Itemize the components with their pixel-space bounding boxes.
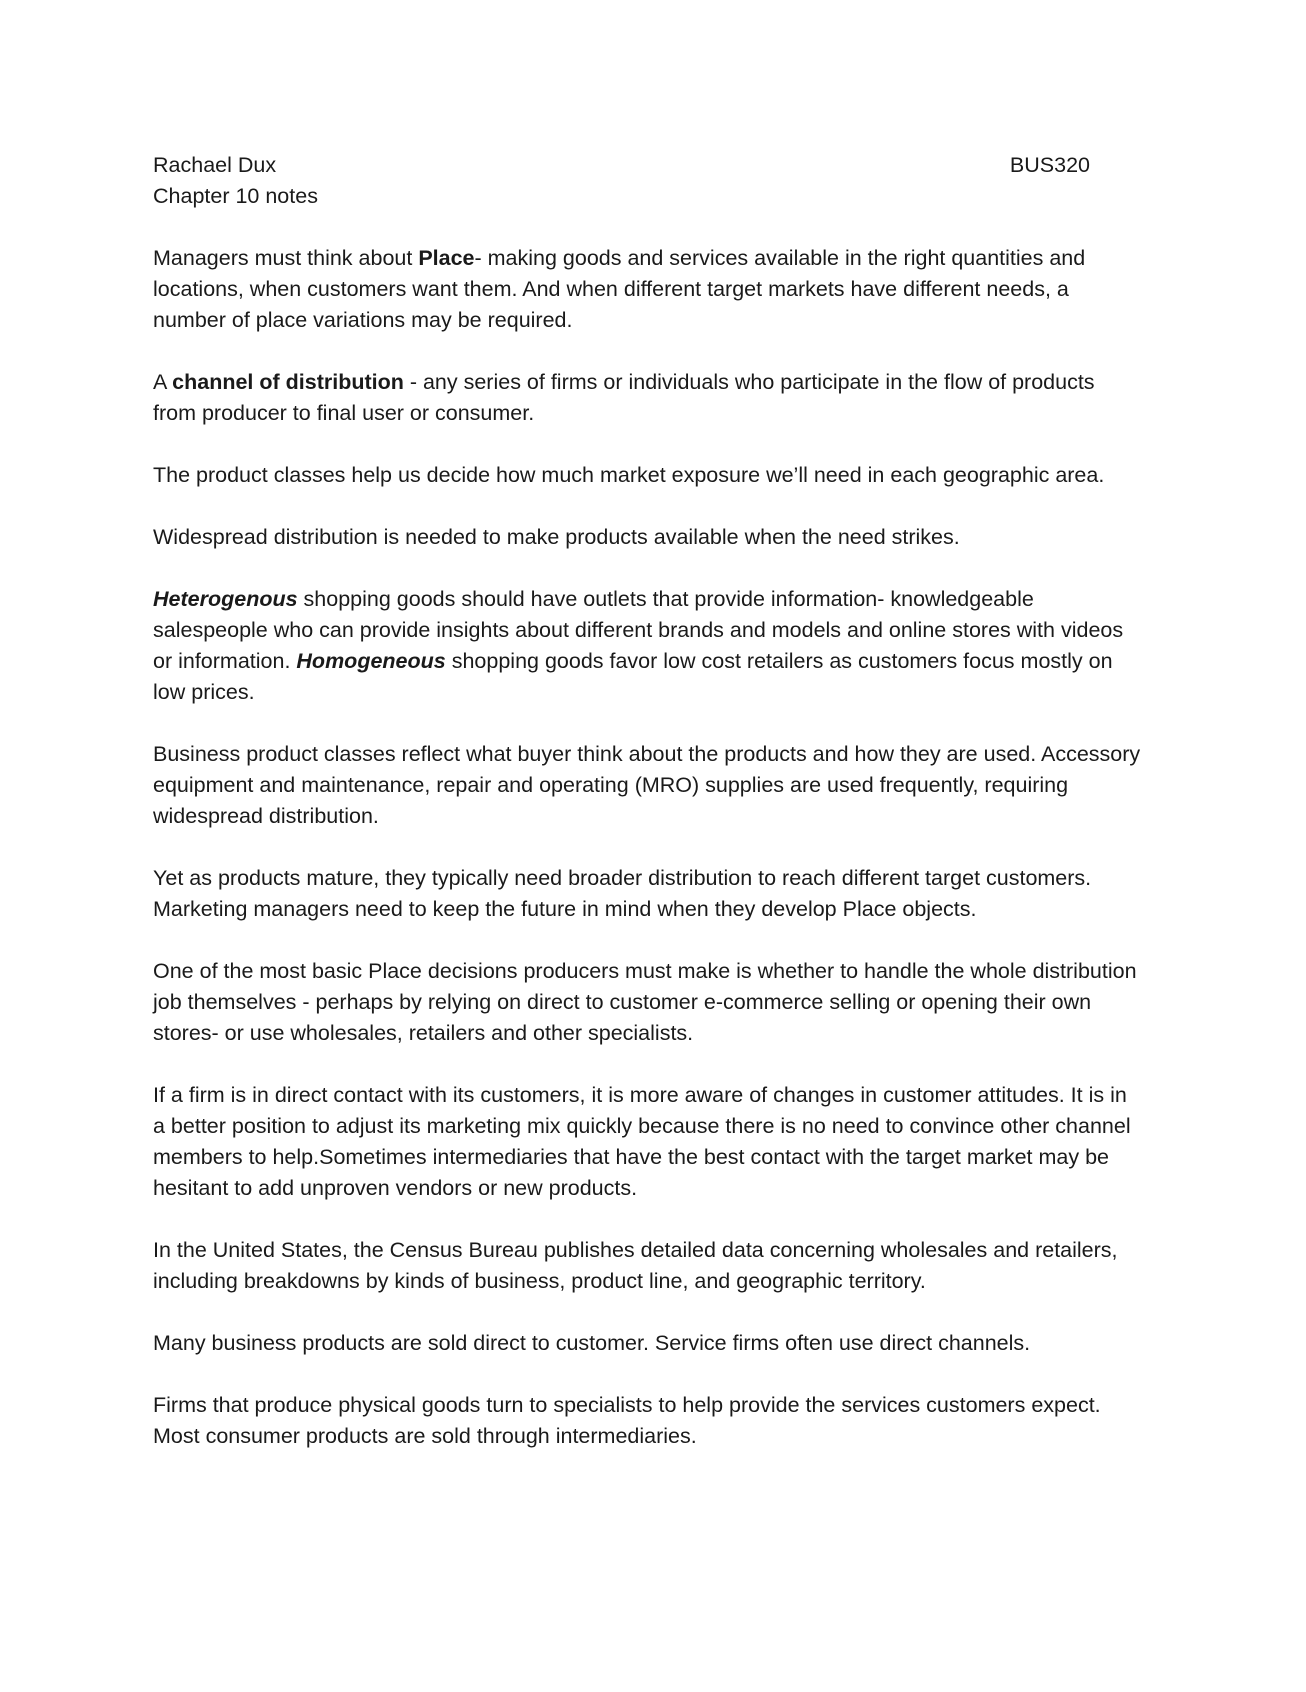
term-place: Place (418, 246, 475, 270)
term-heterogenous: Heterogenous (153, 587, 298, 611)
paragraph-place (153, 243, 1143, 336)
paragraph-census-bureau: In the United States, the Census Bureau publishes detailed data concerning wholesales and retailers, including breakdowns by kinds of business, product line, and geographic territory. (153, 1238, 1118, 1293)
paragraph-place-decisions: One of the most basic Place decisions producers must make is whether to handle the whole distribution job themselves - perhaps by relying on direct to customer e-commerce selling or opening their own stores- or use wholesales, retailers and other specialists. (153, 959, 1137, 1045)
paragraph-direct-contact: If a firm is in direct contact with its customers, it is more aware of changes in customer attitudes. It is in a better position to adjust its marketing mix quickly because there is no need to convince other channel members to help.Sometimes intermediaries that have the best contact with the target market may be hesitant to add unproven vendors or new products. (153, 1083, 1131, 1200)
paragraph-channel (153, 367, 1143, 429)
paragraph-text: Managers must think about (153, 246, 419, 270)
term-channel-of-distribution: channel of distribution (172, 370, 404, 394)
paragraph-text: A (153, 370, 173, 394)
author-name: Rachael Dux (153, 153, 277, 177)
paragraph-widespread: Widespread distribution is needed to make products available when the need strikes. (153, 525, 960, 549)
paragraph-products-mature: Yet as products mature, they typically need broader distribution to reach different target customers. Marketing managers need to keep the future in mind when they develop Place objects. (153, 866, 1092, 921)
chapter-subtitle: Chapter 10 notes (153, 184, 318, 208)
paragraph-text: - making goods and services available in the right quantities and locations, when customers want them. And when different target markets have different needs, a number of place variations may be required. (153, 246, 1086, 332)
document-page (153, 150, 1143, 1452)
paragraph-business-product: Business product classes reflect what buyer think about the products and how they are used. Accessory equipment and maintenance, repair and operating (MRO) supplies are used frequently, requiring widespread distribution. (153, 742, 1141, 828)
term-homogeneous: Homogeneous (296, 649, 446, 673)
paragraph-text: shopping goods favor low cost retailers as customers focus mostly on low prices. (153, 649, 1113, 704)
paragraph-shopping-goods (153, 584, 1143, 708)
paragraph-text: - any series of firms or individuals who participate in the flow of products from producer to final user or consumer. (153, 370, 1095, 425)
course-code: BUS320 (1009, 153, 1090, 177)
paragraph-intermediaries: Firms that produce physical goods turn to specialists to help provide the services customers expect. Most consumer products are sold through intermediaries. (153, 1393, 1101, 1448)
paragraph-direct-channels: Many business products are sold direct to customer. Service firms often use direct channels. (153, 1331, 1031, 1355)
header-row (153, 150, 1143, 181)
paragraph-product-classes: The product classes help us decide how much market exposure we’ll need in each geographic area. (153, 463, 1105, 487)
paragraph-text: shopping goods should have outlets that provide information- knowledgeable salespeople who can provide insights about different brands and models and online stores with videos or information. (153, 587, 1124, 673)
